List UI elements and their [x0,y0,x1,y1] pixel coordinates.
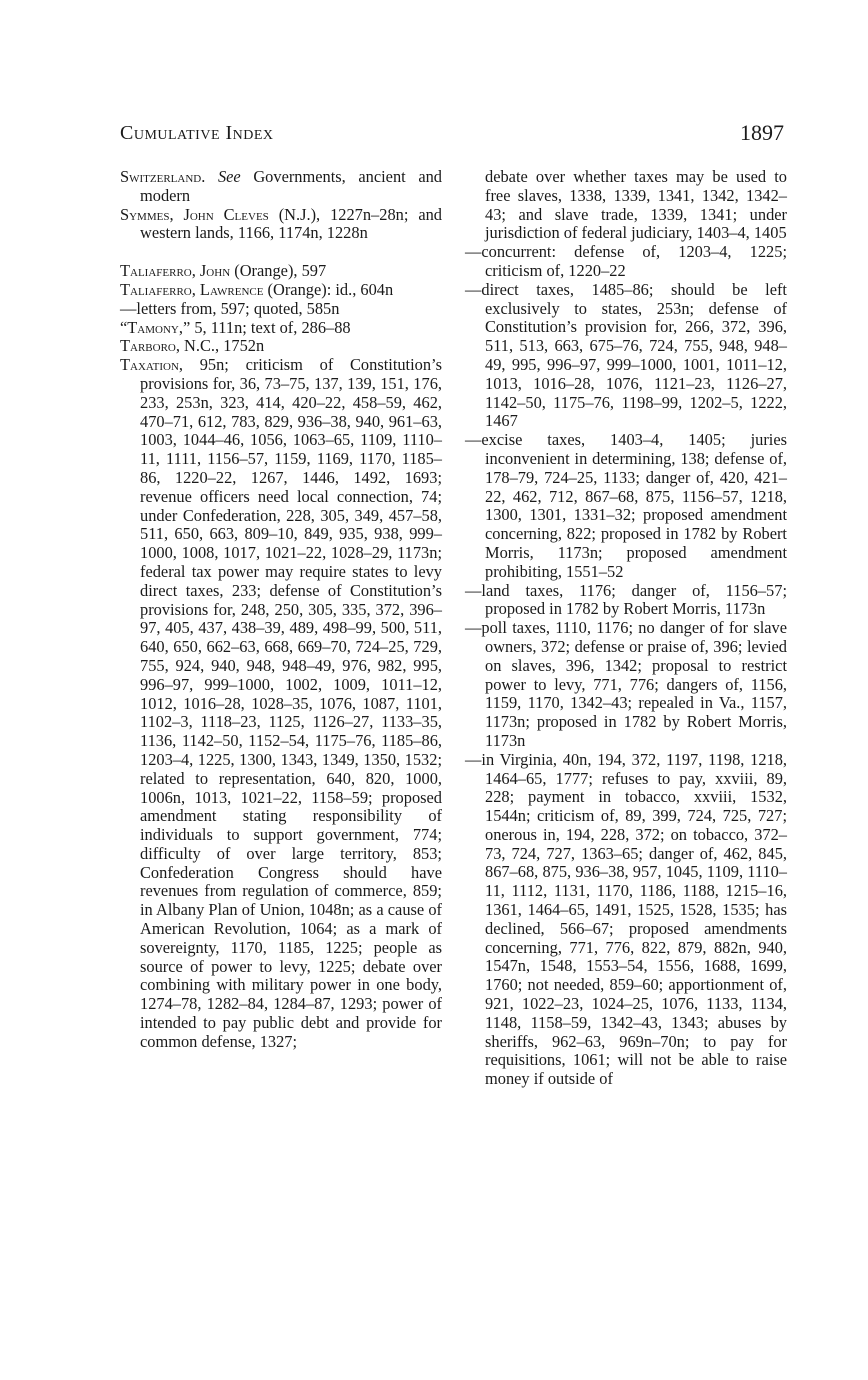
index-subentry-direct-taxes: —direct taxes, 1485–86; should be left exclusively to states, 253n; defense of Constitution’s provision for, 266, 372, 396, 511, 513, 663, 675–76, 724, 755, 948, 948–49, 995, 996–97, 999–1000, 1001, 1011–12, 1013, 1016–28, 1076, 1121–23, 1126–27, 1142–50, 1175–76, 1198–99, 1202–5, 1222, 1467 [465,279,787,431]
index-subentry-in-virginia: —in Virginia, 40n, 194, 372, 1197, 1198, 1218, 1464–65, 1777; refuses to pay, xxviii, 89, 228; payment in tobacco, xxviii, 1532, 1544n; criticism of, 89, 399, 724, 725, 727; onerous in, 194, 228, 372; on tobacco, 372–73, 724, 727, 1363–65; danger of, 462, 845, 867–68, 875, 936–38, 957, 1045, 1109, 1110–11, 1112, 1131, 1170, 1186, 1188, 1215–16, 1361, 1464–65, 1491, 1525, 1528, 1535; has declined, 566–67; proposed amendments concerning, 771, 776, 822, 879, 882n, 940, 1547n, 1548, 1553–54, 1556, 1688, 1699, 1760; not needed, 859–60; apportionment of, 921, 1022–23, 1024–25, 1076, 1133, 1134, 1148, 1158–59, 1342–43, 1343; abuses by sheriffs, 962–63, 969n–70n; to pay for requisitions, 1061; will not be able to raise money if outside of [465,749,787,1089]
entry-heading: Taliaferro, Lawrence [120,279,264,299]
index-subentry-poll-taxes: —poll taxes, 1110, 1176; no danger of for slave owners, 372; defense or praise of, 396; levied on slaves, 396, 1342; proposal to restrict power to levy, 771, 776; dangers of, 1156, 1159, 1170, 1342–43; repealed in Va., 1157, 1173n; proposed in 1782 by Robert Morris, 1173n [465,618,787,750]
entry-text: Governments, ancient and modern [140,167,442,205]
page-number: 1897 [740,120,784,145]
index-column-left [120,168,442,1052]
index-subentry-taliaferro-letters: —letters from, 597; quoted, 585n [120,298,340,318]
index-column-right [465,168,787,1089]
index-entry-tarboro [120,337,442,356]
index-entry-continuation: debate over whether taxes may be used to free slaves, 1338, 1339, 1341, 1342, 1342–43; and slave trade, 1339, 1341; under jurisdiction of federal judiciary, 1403–4, 1405 [485,167,787,243]
entry-text: 1752n [219,336,265,356]
index-entry-symmes [120,206,442,244]
entry-heading: Tarboro, N.C., [120,336,220,356]
entry-heading: Taliaferro, John [120,261,231,281]
section-gap [120,243,442,262]
index-subentry-land-taxes: —land taxes, 1176; danger of, 1156–57; proposed in 1782 by Robert Morris, 1173n [465,580,787,619]
index-entry-taliaferro-lawrence [120,281,442,300]
entry-text: (N.J.), 1227n–28n; and western lands, 1166, 1174n, 1228n [140,204,442,243]
index-entry-switzerland [120,168,442,206]
index-entry-taliaferro-john [120,262,442,281]
entry-heading: Taxation, [120,355,183,375]
entry-text: (Orange): id., 604n [263,279,394,299]
entry-heading: Switzerland. [120,167,206,186]
entry-heading: Symmes, John Cleves [120,204,269,224]
index-entry-taxation [120,356,442,1051]
see-reference: See [217,167,241,186]
index-subentry-excise-taxes: —excise taxes, 1403–4, 1405; juries inconvenient in determining, 138; defense of, 178–79, 724–25, 1133; danger of, 420, 421–22, 462, 712, 867–68, 875, 1156–57, 1218, 1300, 1301, 1331–32; proposed amendment concerning, 822; proposed in 1782 by Robert Morris, 1173n; proposed amendment prohibiting, 1551–52 [465,430,787,581]
entry-text: 95n; criticism of Constitution’s provisions for, 36, 73–75, 137, 139, 151, 176, 233, 253n, 323, 414, 420–22, 458–59, 462, 470–71, 612, 783, 829, 936–38, 940, 961–63, 1003, 1044–46, 1056, 1063–65, 1109, 1110–11, 1111, 1156–57, 1159, 1169, 1170, 1185–86, 1220–22, 1267, 1446, 1492, 1693; revenue officers need local connection, 74; under Confederation, 228, 305, 349, 457–58, 511, 650, 663, 809–10, 849, 935, 938, 999–1000, 1008, 1017, 1021–22, 1028–29, 1173n; federal tax power may require states to levy direct taxes, 233; defense of Constitution’s provisions for, 248, 250, 305, 335, 372, 396–97, 405, 437, 438–39, 489, 498–99, 500, 511, 640, 650, 662–63, 668, 669–70, 724–25, 729, 755, 924, 940, 948, 948–49, 976, 982, 995, 996–97, 999–1000, 1002, 1009, 1011–12, 1012, 1016–28, 1028–35, 1076, 1087, 1101, 1102–3, 1118–23, 1125, 1126–27, 1133–35, 1136, 1142–50, 1152–54, 1175–76, 1185–86, 1203–4, 1225, 1300, 1343, 1349, 1350, 1532; related to representation, 640, 820, 1000, 1006n, 1013, 1021–22, 1158–59; proposed amendment stating responsibility of individuals to support government, 774; difficulty of over large territory, 853; Confederation Congress should have revenues from regulation of commerce, 859; in Albany Plan of Union, 1048n; as a cause of American Revolution, 1064; as a mark of sovereignty, 1170, 1185, 1225; people as source of power to levy, 1225; debate over combining with military power in one body, 1274–78, 1282–84, 1284–87, 1293; power of intended to pay public debt and provide for common defense, 1327; [140,355,442,1051]
running-head-title: Cumulative Index [120,122,274,144]
entry-heading: “Tamony,” [120,317,191,337]
index-entry-tamony [120,319,442,338]
index-subentry-concurrent: —concurrent: defense of, 1203–4, 1225; criticism of, 1220–22 [465,242,787,280]
entry-text: 5, 111n; text of, 286–88 [190,317,351,337]
entry-text: (Orange), 597 [230,261,327,281]
